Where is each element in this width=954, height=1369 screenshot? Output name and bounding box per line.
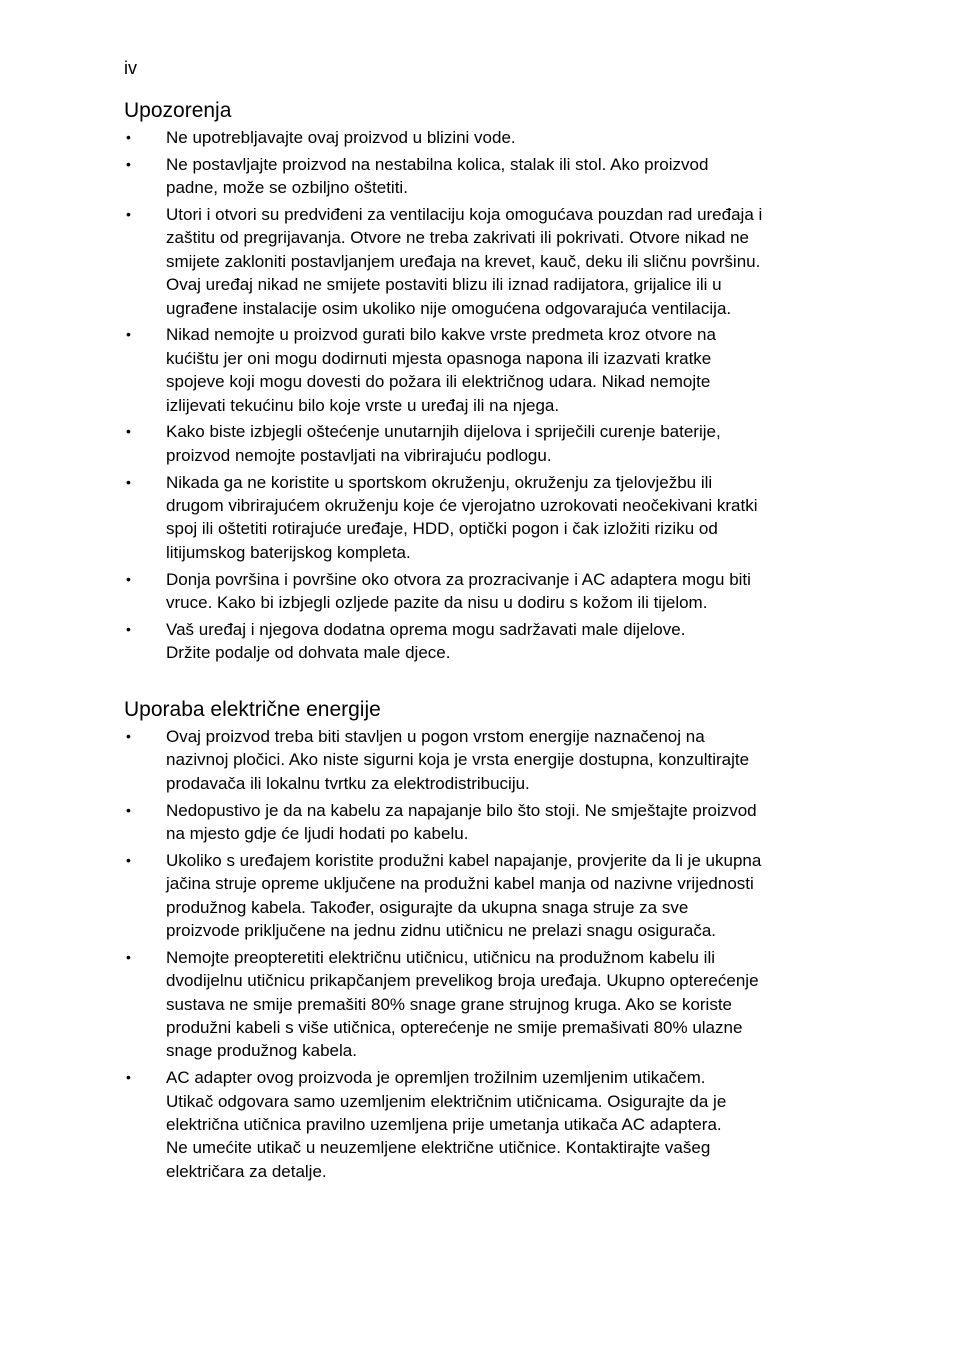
section-warnings (124, 98, 824, 668)
bullet-icon: • (126, 851, 131, 868)
list-item-text: proizvode priključene na jednu zidnu utičnicu ne prelazi snagu osigurača. (166, 921, 717, 941)
list-item-text: Nedopustivo je da na kabelu za napajanje bilo što stoji. Ne smještajte proizvod (166, 800, 757, 820)
list-item-text: produžnog kabela. Također, osigurajte da ukupna snaga struje za sve (166, 897, 689, 917)
list-item-text: električara za detalje. (166, 1161, 327, 1181)
list-item-text: litijumskog baterijskog kompleta. (166, 542, 411, 562)
list-item (124, 849, 824, 943)
list-item-text: AC adapter ovog proizvoda je opremljen trožilnim uzemljenim utikačem. (166, 1068, 706, 1088)
list-item (124, 153, 824, 200)
bullet-icon: • (126, 570, 131, 587)
list-item-text: vruce. Kako bi izbjegli ozljede pazite da nisu u dodiru s kožom ili tijelom. (166, 593, 708, 613)
list-item (124, 1066, 824, 1183)
list-item-text: Utori i otvori su predviđeni za ventilaciju koja omogućava pouzdan rad uređaja i (166, 205, 763, 224)
list-item-text: Ovaj uređaj nikad ne smijete postaviti blizu ili iznad radijatora, grijalice ili u (166, 275, 722, 295)
list-item (124, 471, 824, 565)
list-item-text: na mjesto gdje će ljudi hodati po kabelu. (166, 824, 469, 844)
list-item-text: Nikada ga ne koristite u sportskom okruženju, okruženju za tjelovježbu ili (166, 472, 713, 492)
list-item-text: zaštitu od pregrijavanja. Otvore ne treba zakrivati ili pokrivati. Otvore nikad ne (166, 228, 749, 248)
list-item-text: padne, može se ozbiljno oštetiti. (166, 178, 408, 198)
list-item-text: Ne upotrebljavajte ovaj proizvod u blizini vode. (166, 128, 516, 147)
list-item-text: kućištu jer oni mogu dodirnuti mjesta opasnoga napona ili izazvati kratke (166, 348, 712, 368)
list-item-text: smijete zakloniti postavljanjem uređaja na krevet, kauč, deku ili sličnu površinu. (166, 251, 761, 271)
bullet-icon: • (126, 801, 131, 818)
bullet-icon: • (126, 1069, 131, 1086)
list-item-text: spoj ili oštetiti rotirajuće uređaje, HDD, optički pogon i čak izložiti riziku od (166, 519, 718, 539)
list-item (124, 799, 824, 846)
list-item-text: snage produžnog kabela. (166, 1041, 357, 1061)
list-item-text: Nikad nemojte u proizvod gurati bilo kakve vrste predmeta kroz otvore na (166, 325, 716, 345)
bullet-icon: • (126, 326, 131, 343)
list-item-text: produžni kabeli s više utičnica, opterećenje ne smije premašivati 80% ulazne (166, 1018, 743, 1038)
list-item-text: električna utičnica pravilno uzemljena prije umetanja utikača AC adaptera. (166, 1115, 722, 1135)
list-item (124, 946, 824, 1063)
list-item-text: sustava ne smije premašiti 80% snage grane strujnog kruga. Ako se koriste (166, 994, 733, 1014)
bullet-icon: • (126, 473, 131, 490)
bullet-icon: • (126, 728, 131, 744)
list-item-text: Vaš uređaj i njegova dodatna oprema mogu sadržavati male dijelove. (166, 619, 686, 639)
bullet-icon: • (126, 129, 131, 145)
list-item-text: Ne umećite utikač u neuzemljene električne utičnice. Kontaktirajte vašeg (166, 1138, 711, 1158)
list-item-text: prodavača ili lokalnu tvrtku za elektrodistribuciju. (166, 773, 530, 793)
list-item (124, 126, 824, 149)
bullet-icon: • (126, 206, 131, 222)
list-item (124, 203, 824, 320)
list-item-text: Ovaj proizvod treba biti stavljen u pogon vrstom energije naznačenoj na (166, 727, 705, 746)
list-item-text: izlijevati tekućinu bilo koje vrste u uređaj ili na njega. (166, 395, 560, 415)
list-item-text: dvodijelnu utičnicu prikapčanjem prevelikog broja uređaja. Ukupno opterećenje (166, 971, 759, 991)
bullet-list (124, 725, 824, 1183)
section-heading: Upozorenja (124, 99, 232, 122)
list-item (124, 568, 824, 615)
list-item-text: Donja površina i površine oko otvora za prozracivanje i AC adaptera mogu biti (166, 569, 751, 589)
list-item-text: proizvod nemojte postavljati na vibrirajuću podlogu. (166, 445, 552, 465)
list-item-text: nazivnoj pločici. Ako niste sigurni koja je vrsta energije dostupna, konzultirajte (166, 750, 750, 770)
bullet-list (124, 126, 824, 665)
section-heading: Uporaba električne energije (124, 698, 381, 721)
list-item (124, 420, 824, 467)
list-item-text: Ne postavljajte proizvod na nestabilna kolica, stalak ili stol. Ako proizvod (166, 154, 709, 174)
list-item-text: spojeve koji mogu dovesti do požara ili električnog udara. Nikad nemojte (166, 372, 711, 392)
list-item (124, 618, 824, 665)
page-number: iv (124, 58, 137, 78)
bullet-icon: • (126, 155, 131, 172)
list-item-text: Ukoliko s uređajem koristite produžni kabel napajanje, provjerite da li je ukupna (166, 850, 762, 870)
bullet-icon: • (126, 948, 131, 965)
list-item-text: Utikač odgovara samo uzemljenim električnim utičnicama. Osigurajte da je (166, 1091, 727, 1111)
list-item-text: Držite podalje od dohvata male djece. (166, 643, 451, 663)
section-electric-power (124, 697, 824, 1187)
list-item-text: Nemojte preopteretiti električnu utičnicu, utičnicu na produžnom kabelu ili (166, 947, 716, 967)
list-item-text: ugrađene instalacije osim ukoliko nije omogućena odgovarajuća ventilacija. (166, 298, 732, 318)
list-item-text: drugom vibrirajućem okruženju koje će vjerojatno uzrokovati neočekivani kratki (166, 496, 758, 516)
bullet-icon: • (126, 620, 131, 637)
list-item-text: jačina struje opreme uključene na produžni kabel manja od nazivne vrijednosti (166, 874, 754, 894)
list-item (124, 725, 824, 795)
list-item (124, 323, 824, 417)
bullet-icon: • (126, 423, 131, 440)
list-item-text: Kako biste izbjegli oštećenje unutarnjih dijelova i spriječili curenje baterije, (166, 422, 721, 442)
